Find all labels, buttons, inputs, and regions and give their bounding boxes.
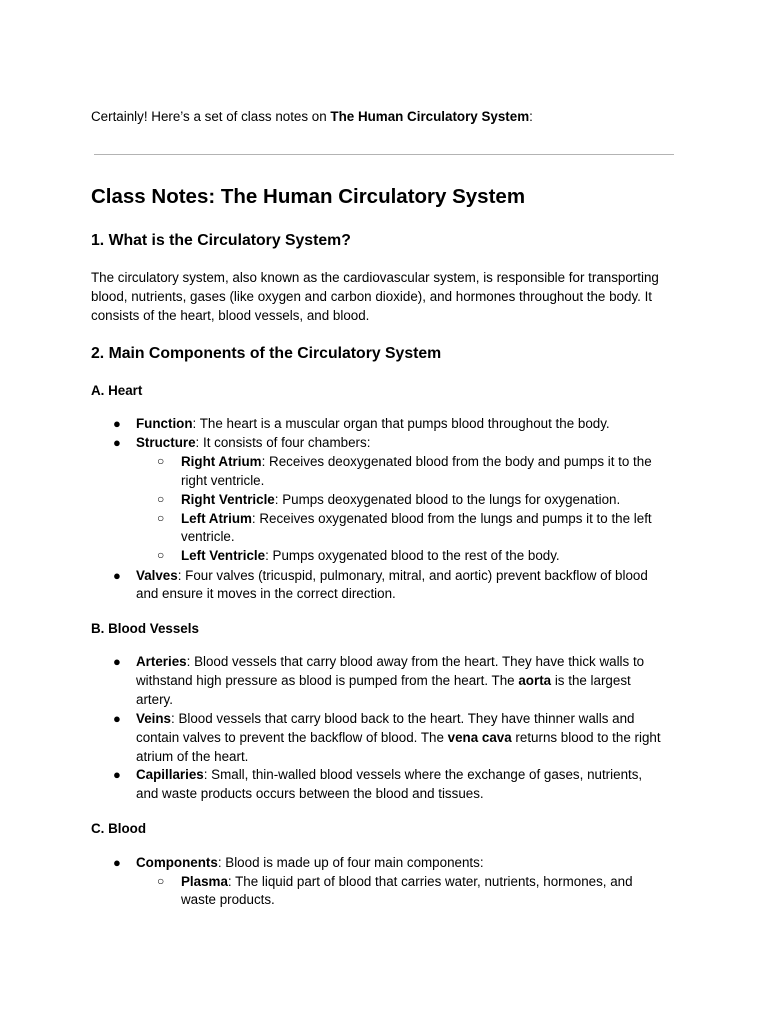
term: Right Ventricle [181,492,275,507]
description: : Pumps oxygenated blood to the rest of the body. [265,548,560,563]
description: : Receives oxygenated blood from the lungs and pumps it to the left [251,511,652,526]
term: Components [136,855,218,870]
list-item-plasma-cont: waste products. [181,892,275,907]
term: Veins [136,711,171,726]
list-item-valves [136,566,648,585]
list-item-veins-cont [136,728,661,747]
list-item-components [136,853,484,872]
list-item-right-ventricle [181,490,620,509]
list-item-veins-cont-2: atrium of the heart. [136,749,249,764]
description: : The liquid part of blood that carries water, nutrients, hormones, and [227,874,633,889]
bullet-icon: ● [113,416,121,431]
page-title: Class Notes: The Human Circulatory System [91,185,526,208]
bullet-icon: ● [113,711,121,726]
description: : Small, thin-walled blood vessels where the exchange of gases, nutrients, [203,767,643,782]
bullet-icon: ● [113,568,121,583]
description: : Pumps deoxygenated blood to the lungs for oxygenation. [274,492,621,507]
term: vena cava [447,730,512,745]
description: : It consists of four chambers: [195,435,371,450]
bullet-icon: ● [113,435,121,450]
term: Left Ventricle [181,548,266,563]
list-item-structure [136,433,370,452]
blood-heading: C. Blood [91,821,147,836]
description: withstand high pressure as blood is pumped from the heart. The [136,673,519,688]
section-1-line-1: The circulatory system, also known as the cardiovascular system, is responsible for transporting [91,270,659,285]
blood-vessels-heading: B. Blood Vessels [91,621,199,636]
intro-bold: The Human Circulatory System [330,109,530,124]
list-item-arteries-cont [136,671,631,690]
horizontal-divider [94,154,674,155]
sub-bullet-icon: ○ [157,874,165,888]
bullet-icon: ● [113,767,121,782]
list-item-right-atrium [181,452,652,471]
term: Left Atrium [181,511,252,526]
list-item-right-atrium-cont: right ventricle. [181,473,265,488]
sub-bullet-icon: ○ [157,454,165,468]
section-1-heading: 1. What is the Circulatory System? [91,232,351,249]
intro-prefix: Certainly! Here’s a set of class notes on [91,109,331,124]
list-item-valves-cont: and ensure it moves in the correct direction. [136,586,396,601]
term: aorta [518,673,552,688]
term: Arteries [136,654,187,669]
term: Structure [136,435,196,450]
term: Plasma [181,874,228,889]
intro-suffix: : [529,109,533,124]
description: contain valves to prevent the backflow of blood. The [136,730,448,745]
description: : The heart is a muscular organ that pumps blood throughout the body. [192,416,610,431]
heart-heading: A. Heart [91,383,143,398]
bullet-icon: ● [113,855,121,870]
section-2-heading: 2. Main Components of the Circulatory System [91,345,442,362]
description: : Blood vessels that carry blood back to the heart. They have thinner walls and [171,711,635,726]
bullet-icon: ● [113,654,121,669]
term: Right Atrium [181,454,262,469]
sub-bullet-icon: ○ [157,548,165,562]
list-item-capillaries [136,765,642,784]
term: Valves [136,568,178,583]
description: : Blood is made up of four main components: [217,855,484,870]
term: Capillaries [136,767,204,782]
section-1-line-2: blood, nutrients, gases (like oxygen and carbon dioxide), and hormones throughout the body. It [91,289,653,304]
section-1-line-3: consists of the heart, blood vessels, and blood. [91,308,370,323]
term: Function [136,416,193,431]
description: is the largest [551,673,631,688]
list-item-left-ventricle [181,546,560,565]
description: : Receives deoxygenated blood from the body and pumps it to the [261,454,652,469]
description: : Four valves (tricuspid, pulmonary, mitral, and aortic) prevent backflow of blood [177,568,648,583]
description: returns blood to the right [511,730,661,745]
sub-bullet-icon: ○ [157,492,165,506]
description: : Blood vessels that carry blood away from the heart. They have thick walls to [186,654,645,669]
list-item-left-atrium-cont: ventricle. [181,529,235,544]
list-item-plasma [181,872,633,891]
list-item-arteries [136,652,644,671]
intro-line [91,107,533,126]
sub-bullet-icon: ○ [157,511,165,525]
list-item-left-atrium [181,509,652,528]
list-item-veins [136,709,634,728]
list-item-function [136,414,610,433]
list-item-arteries-cont-2: artery. [136,692,173,707]
list-item-capillaries-cont: and waste products occurs between the blood and tissues. [136,786,484,801]
